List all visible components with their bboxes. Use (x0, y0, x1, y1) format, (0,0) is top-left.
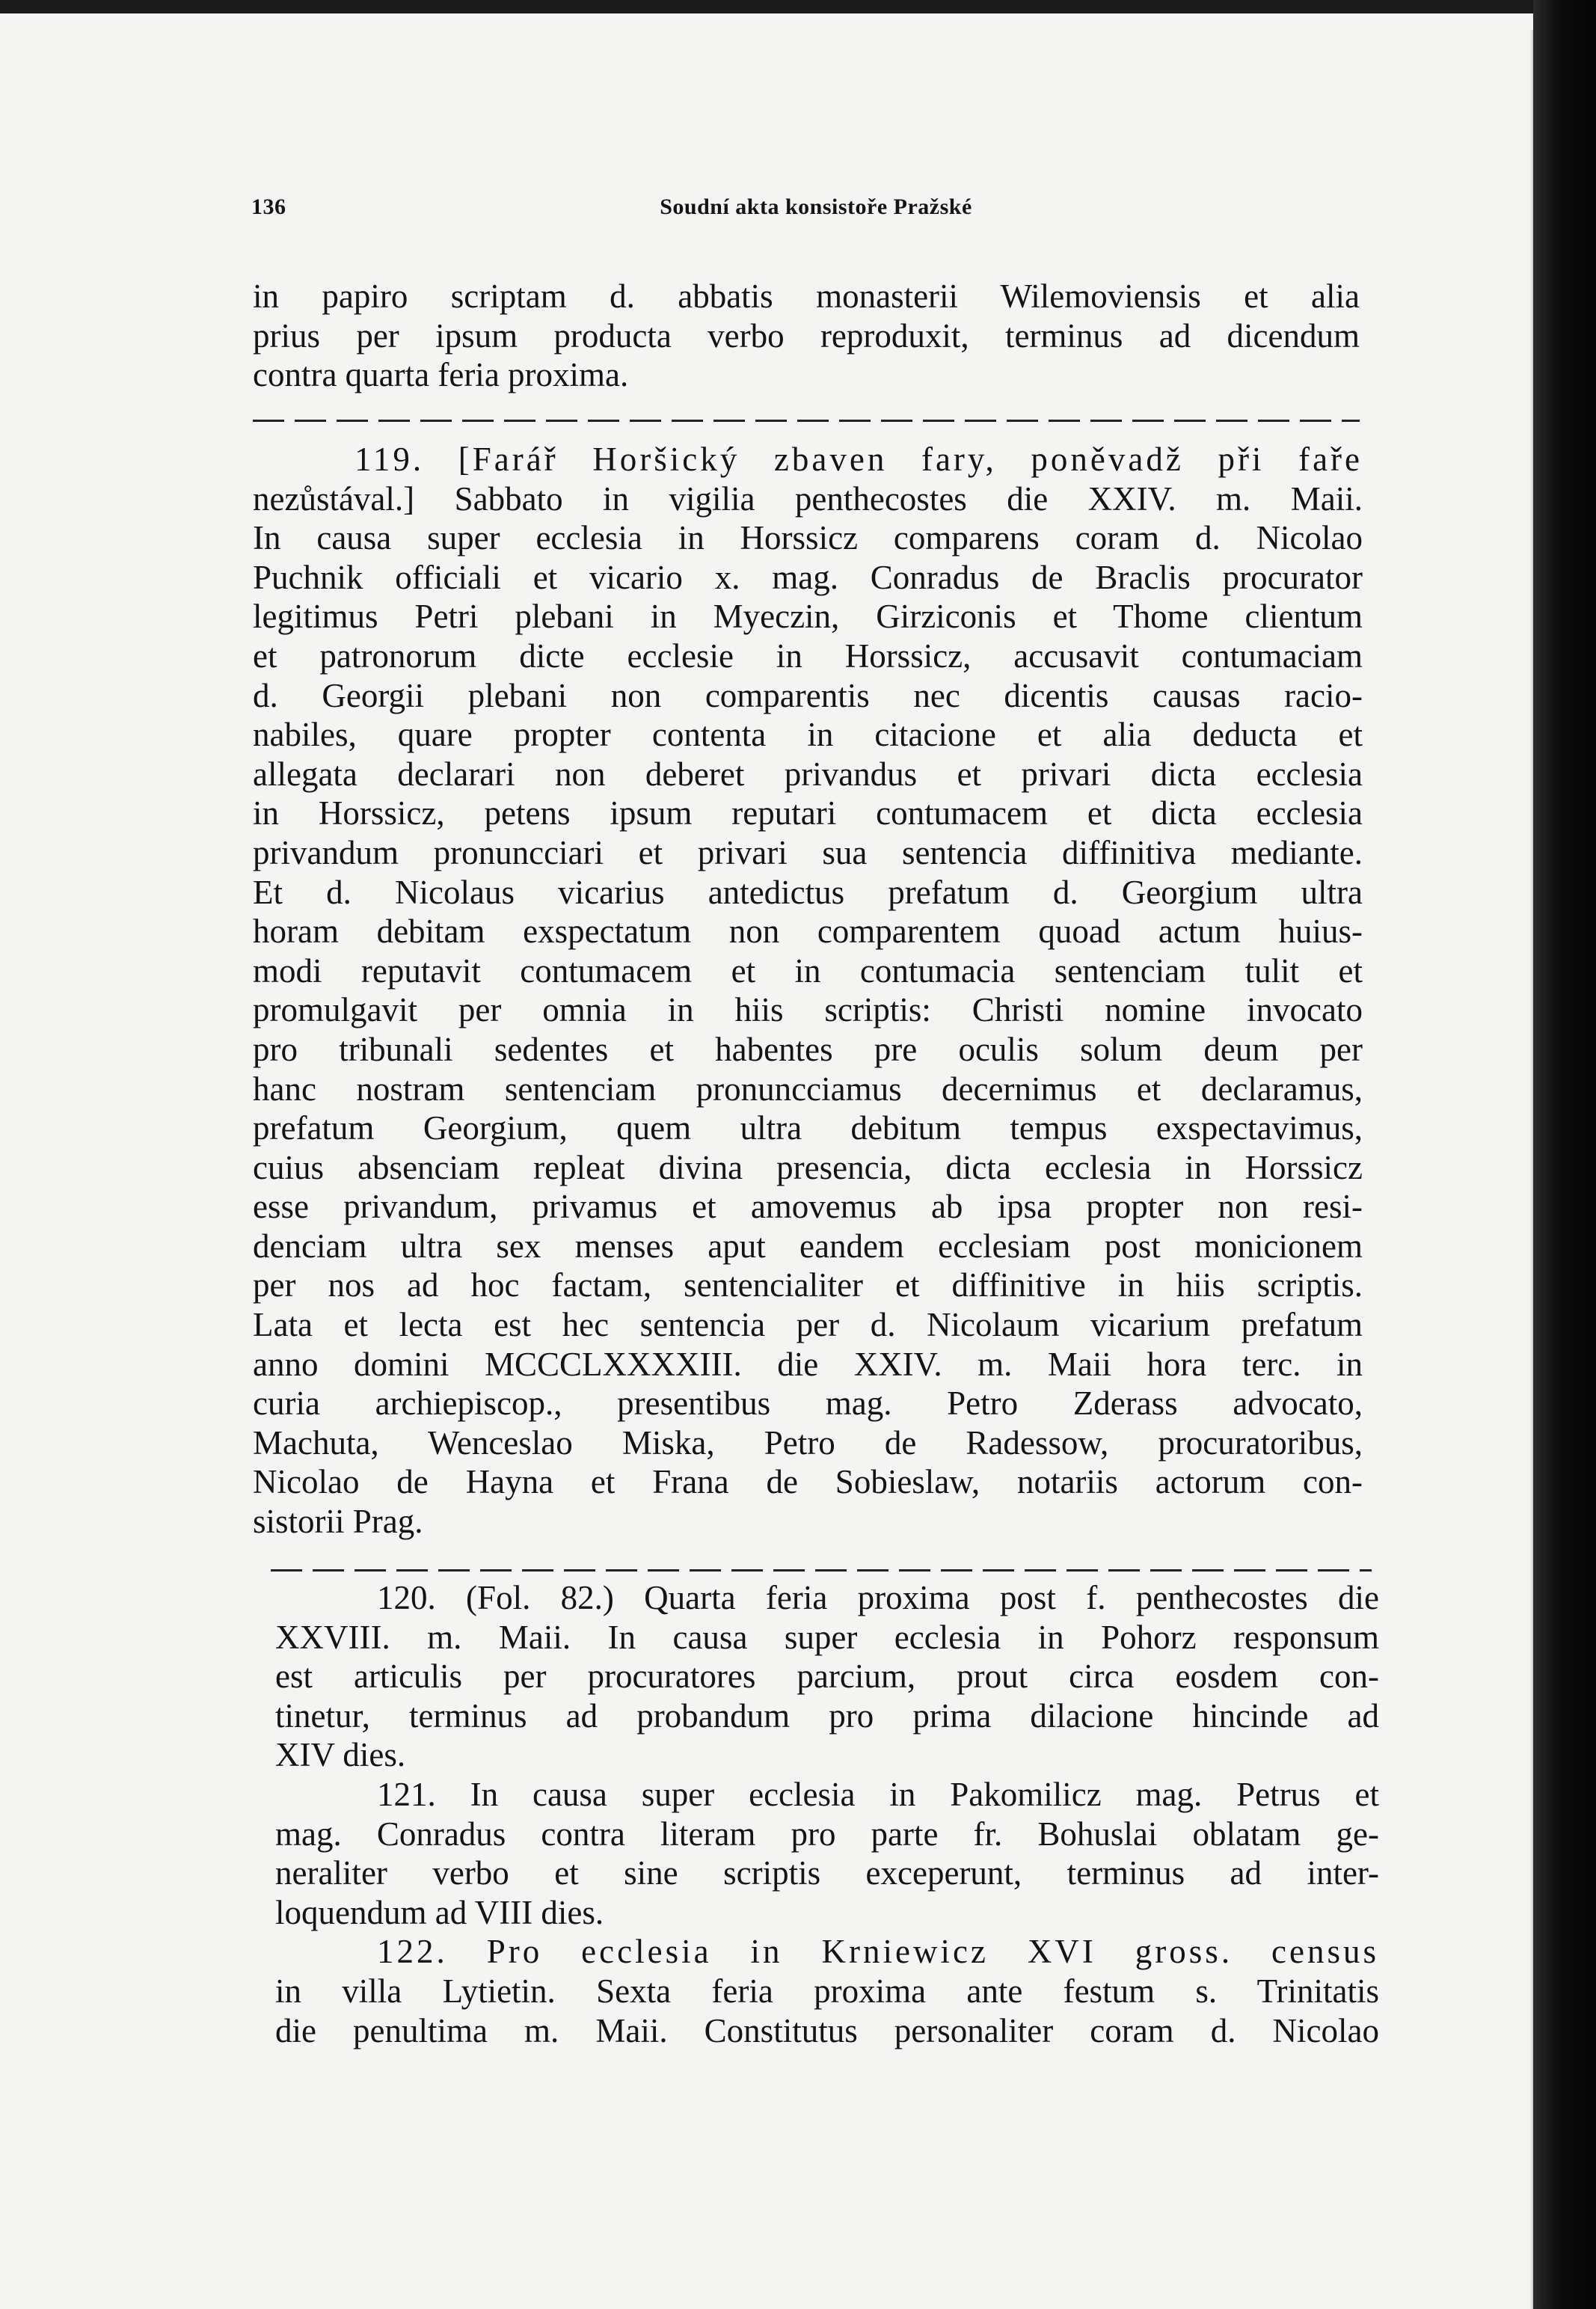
text-line: die penultima m. Maii. Constitutus personaliter coram d. Nicolao (275, 2011, 1379, 2049)
page-number: 136 (251, 194, 286, 219)
text-line: allegata declarari non deberet privandus et privari dicta ecclesia (253, 755, 1363, 793)
section-separator (271, 1569, 1372, 1571)
text-line: anno domini MCCCLXXXXIII. die XXIV. m. Maii hora terc. in (253, 1345, 1363, 1383)
entry-119 (253, 440, 1363, 1542)
scan-border (1533, 0, 1596, 2309)
text-line: in Horssicz, petens ipsum reputari contumacem et dicta ecclesia (253, 794, 1363, 832)
text-line: denciam ultra sex menses aput eandem ecclesiam post monicionem (253, 1227, 1363, 1265)
text-line: legitimus Petri plebani in Myeczin, Girziconis et Thome clientum (253, 598, 1363, 636)
text-line: 122. Pro ecclesia in Krniewicz XVI gross. census (377, 1933, 1379, 1971)
text-line: prefatum Georgium, quem ultra debitum tempus exspectavimus, (253, 1109, 1363, 1147)
text-line: esse privandum, privamus et amovemus ab ipsa propter non resi- (253, 1188, 1363, 1226)
text-line: sistorii Prag. (253, 1503, 423, 1541)
text-line: pro tribunali sedentes et habentes pre oculis solum deum per (253, 1030, 1363, 1068)
text-line: horam debitam exspectatum non comparentem quoad actum huius- (253, 913, 1363, 951)
text-line: tinetur, terminus ad probandum pro prima dilacione hincinde ad (275, 1696, 1379, 1735)
text-line: hanc nostram sentenciam pronuncciamus decernimus et declaramus, (253, 1070, 1363, 1108)
text-line: neraliter verbo et sine scriptis exceperunt, terminus ad inter- (275, 1854, 1379, 1892)
text-line: Puchnik officiali et vicario x. mag. Conradus de Braclis procurator (253, 558, 1363, 596)
text-line: 119. [Farář Horšický zbaven fary, poněvadž při faře (355, 441, 1363, 478)
running-title: Soudní akta konsistoře Pražské (660, 194, 972, 219)
text-line: nabiles, quare propter contenta in citacione et alia deducta et (253, 716, 1363, 754)
text-line: privandum pronuncciari et privari sua sentencia diffinitiva mediante. (253, 833, 1363, 871)
text-line: contra quarta feria proxima. (253, 356, 629, 394)
text-line: prius per ipsum producta verbo reproduxit, terminus ad dicendum (253, 316, 1360, 355)
text-line: loquendum ad VIII dies. (275, 1893, 604, 1931)
text-line: Et d. Nicolaus vicarius antedictus prefatum d. Georgium ultra (253, 873, 1363, 911)
text-line: nezůstával.] Sabbato in vigilia penthecostes die XXIV. m. Maii. (253, 479, 1363, 518)
document-page (0, 13, 1533, 2309)
text-line: cuius absenciam repleat divina presencia, dicta ecclesia in Horssicz (253, 1148, 1363, 1186)
text-line: Machuta, Wenceslao Miska, Petro de Radessow, procuratoribus, (253, 1423, 1363, 1462)
text-line: promulgavit per omnia in hiis scriptis: Christi nomine invocato (253, 991, 1363, 1029)
text-line: In causa super ecclesia in Horssicz comparens coram d. Nicolao (253, 519, 1363, 557)
text-line: 120. (Fol. 82.) Quarta feria proxima post f. penthecostes die (377, 1579, 1379, 1616)
text-line: in villa Lytietin. Sexta feria proxima ante festum s. Trinitatis (275, 1972, 1379, 2010)
text-line: est articulis per procuratores parcium, prout circa eosdem con- (275, 1658, 1379, 1696)
paragraph-continuation (253, 277, 1360, 395)
text-line: d. Georgii plebani non comparentis nec dicentis causas racio- (253, 676, 1363, 714)
text-line: Lata et lecta est hec sentencia per d. Nicolaum vicarium prefatum (253, 1306, 1363, 1344)
text-line: curia archiepiscop., presentibus mag. Petro Zderass advocato, (253, 1385, 1363, 1423)
text-line: et patronorum dicte ecclesie in Horssicz, accusavit contumaciam (253, 637, 1363, 675)
text-line: XIV dies. (275, 1736, 406, 1774)
text-line: Nicolao de Hayna et Frana de Sobieslaw, notariis actorum con- (253, 1463, 1363, 1501)
text-line: in papiro scriptam d. abbatis monasterii Wilemoviensis et alia (253, 277, 1360, 315)
text-line: per nos ad hoc factam, sentencialiter et diffinitive in hiis scriptis. (253, 1266, 1363, 1304)
entries-120-122 (275, 1578, 1379, 2050)
text-line: XXVIII. m. Maii. In causa super ecclesia in Pohorz responsum (275, 1618, 1379, 1656)
text-line: modi reputavit contumacem et in contumacia sentenciam tulit et (253, 951, 1363, 990)
section-separator (253, 420, 1360, 422)
running-header (251, 194, 1381, 232)
text-line: mag. Conradus contra literam pro parte fr. Bohuslai oblatam ge- (275, 1815, 1379, 1853)
text-line: 121. In causa super ecclesia in Pakomilicz mag. Petrus et (377, 1775, 1379, 1813)
